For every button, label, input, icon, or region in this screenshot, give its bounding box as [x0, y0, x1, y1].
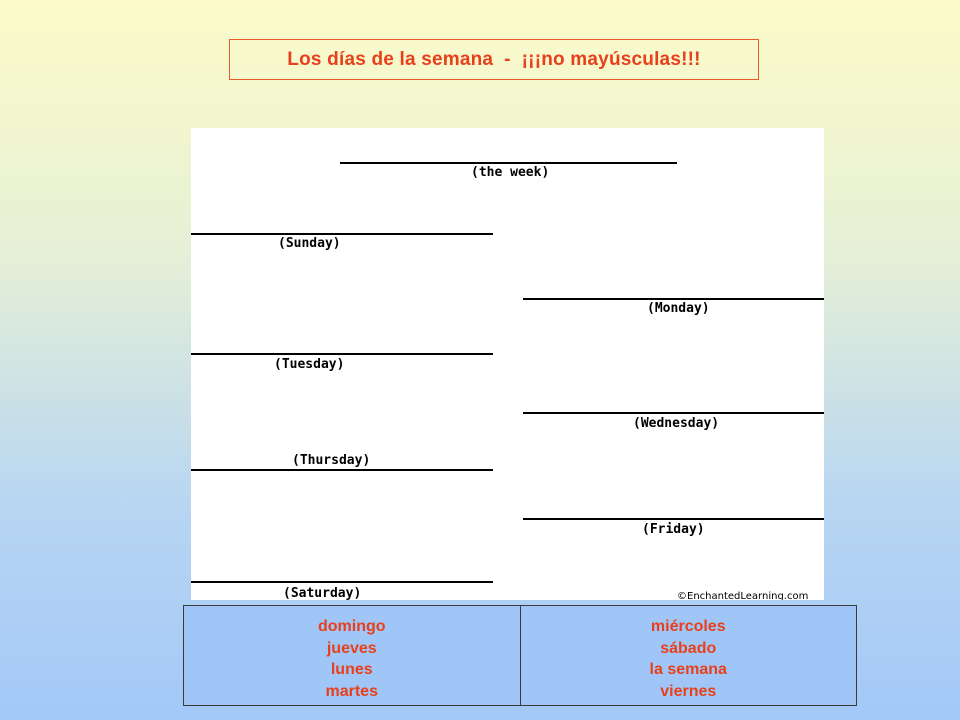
tuesday-label: (Tuesday): [274, 357, 345, 372]
word-bank-item: domingo: [317, 618, 386, 635]
monday-label: (Monday): [647, 301, 710, 316]
word-bank-item: miércoles: [650, 618, 726, 635]
word-bank-right-column: [520, 606, 857, 705]
page-title: Los días de la semana - ¡¡¡no mayúsculas!!!: [287, 48, 701, 70]
title-box: [229, 39, 759, 80]
sunday-label: (Sunday): [278, 236, 341, 251]
credit-text: ©EnchantedLearning.com: [677, 591, 809, 600]
thursday-line: [191, 469, 493, 471]
word-bank-item: martes: [325, 682, 378, 700]
friday-label: (Friday): [642, 522, 705, 537]
wednesday-line: [523, 412, 824, 414]
word-bank-item: lunes: [330, 661, 373, 678]
word-bank-left-column: [184, 606, 520, 705]
word-bank-item: viernes: [660, 682, 717, 700]
week-label: (the week): [471, 165, 550, 180]
friday-line: [523, 518, 824, 520]
saturday-label: (Saturday): [283, 586, 362, 600]
monday-line: [523, 298, 824, 300]
wednesday-label: (Wednesday): [633, 416, 720, 431]
sunday-line: [191, 233, 493, 235]
word-bank-item: jueves: [326, 639, 377, 657]
worksheet-image: [191, 128, 824, 600]
week-line: [340, 162, 677, 164]
word-bank-item: la semana: [649, 661, 727, 678]
word-bank-item: sábado: [660, 639, 717, 657]
thursday-label: (Thursday): [292, 453, 371, 468]
tuesday-line: [191, 353, 493, 355]
saturday-line: [191, 581, 493, 583]
word-bank: [183, 605, 857, 706]
